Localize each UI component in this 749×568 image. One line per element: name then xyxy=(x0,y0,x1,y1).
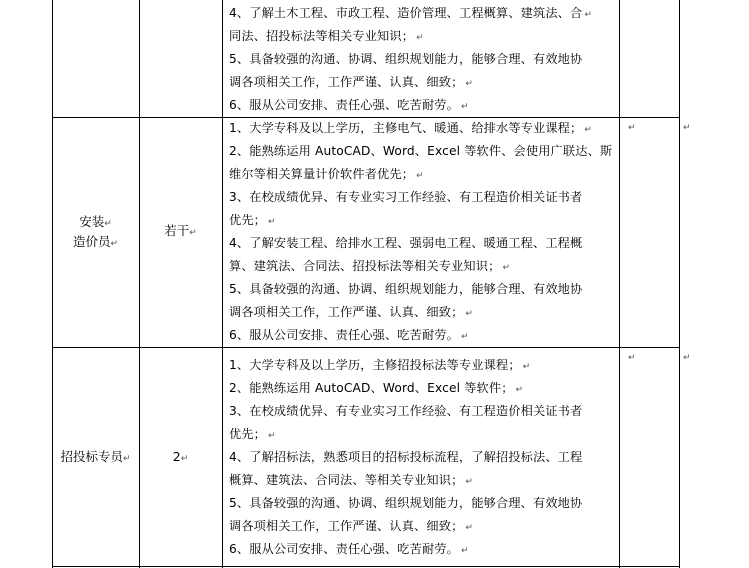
requirement-line: 调各项相关工作，工作严谨、认真、细致； ↵ xyxy=(229,519,474,533)
requirement-line: 3、在校成绩优异、有专业实习工作经验、有工程造价相关证书者 xyxy=(229,190,583,204)
requirement-line: 概算、建筑法、合同法、等相关专业知识； ↵ xyxy=(229,473,474,487)
row-end-mark: ↵ xyxy=(683,353,691,363)
requirement-line: 3、在校成绩优异、有专业实习工作经验、有工程造价相关证书者 xyxy=(229,404,583,418)
row-end-mark: ↵ xyxy=(683,123,691,133)
requirement-line: 6、服从公司安排、责任心强、吃苦耐劳。 ↵ xyxy=(229,328,469,342)
column-divider-1 xyxy=(139,0,140,568)
requirement-line: 4、了解招标法，熟悉项目的招标投标流程，了解招投标法、工程 xyxy=(229,450,583,464)
requirement-line: 6、服从公司安排、责任心强、吃苦耐劳。 ↵ xyxy=(229,98,469,112)
requirement-line: 2、能熟练运用 AutoCAD、Word、Excel 等软件、会使用广联达、斯 xyxy=(229,144,613,158)
position-title: 招投标专员↵ xyxy=(60,449,131,464)
column-divider-3 xyxy=(619,0,620,568)
cell-end-mark: ↵ xyxy=(628,353,636,363)
table-border-bottom xyxy=(52,566,680,567)
table-border-right xyxy=(679,0,680,568)
requirement-line: 5、具备较强的沟通、协调、组织规划能力，能够合理、有效地协 xyxy=(229,52,583,66)
requirement-line: 2、能熟练运用 AutoCAD、Word、Excel 等软件； ↵ xyxy=(229,381,524,395)
position-title: 安装↵ 造价员↵ xyxy=(72,214,119,249)
cell-end-mark: ↵ xyxy=(628,123,636,133)
requirement-line: 5、具备较强的沟通、协调、组织规划能力，能够合理、有效地协 xyxy=(229,496,583,510)
requirement-line: 4、了解土木工程、市政工程、造价管理、工程概算、建筑法、合 ↵ xyxy=(229,6,593,20)
requirement-line: 4、了解安装工程、给排水工程、强弱电工程、暖通工程、工程概 xyxy=(229,236,583,250)
requirement-line: 调各项相关工作，工作严谨、认真、细致； ↵ xyxy=(229,305,474,319)
headcount: 若干↵ xyxy=(164,223,197,238)
column-divider-2 xyxy=(222,0,223,568)
requirement-line: 同法、招投标法等相关专业知识； ↵ xyxy=(229,29,424,43)
requirement-line: 调各项相关工作，工作严谨、认真、细致； ↵ xyxy=(229,75,474,89)
requirement-line: 1、大学专科及以上学历，主修电气、暖通、给排水等专业课程； ↵ xyxy=(229,121,593,135)
requirement-line: 优先； ↵ xyxy=(229,427,276,441)
requirement-line: 1、大学专科及以上学历，主修招投标法等专业课程； ↵ xyxy=(229,358,531,372)
requirement-line: 算、建筑法、合同法、招投标法等相关专业知识； ↵ xyxy=(229,259,511,273)
requirement-line: 5、具备较强的沟通、协调、组织规划能力，能够合理、有效地协 xyxy=(229,282,583,296)
requirement-line: 维尔等相关算量计价软件者优先； ↵ xyxy=(229,167,424,181)
table-border-left xyxy=(52,0,53,568)
headcount: 2↵ xyxy=(172,449,189,464)
requirement-line: 6、服从公司安排、责任心强、吃苦耐劳。 ↵ xyxy=(229,542,469,556)
requirement-line: 优先； ↵ xyxy=(229,213,276,227)
